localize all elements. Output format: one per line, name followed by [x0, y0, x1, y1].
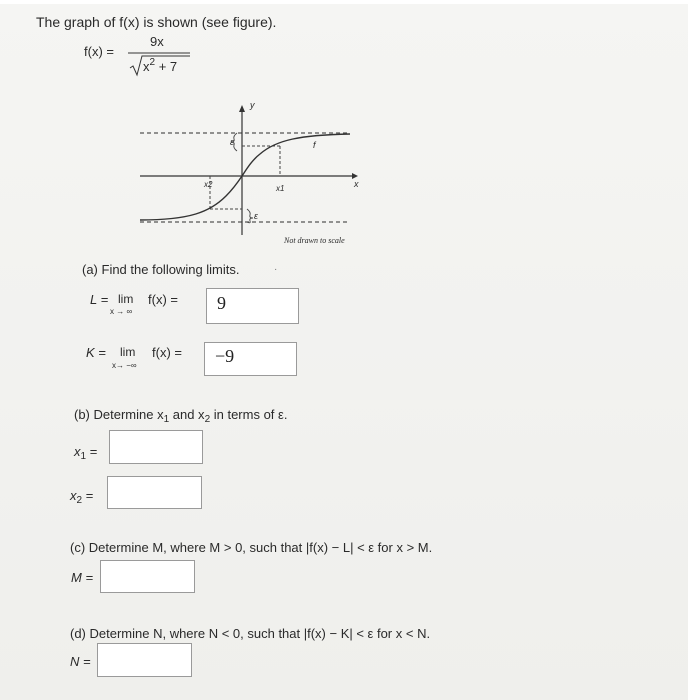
top-edge	[0, 0, 688, 4]
x1-eq: =	[89, 444, 98, 459]
L-lim-subscript: x → ∞	[110, 307, 133, 316]
intro-text: The graph of f(x) is shown (see figure).	[36, 14, 277, 30]
epsilon-bottom-label: ε	[254, 211, 258, 221]
x2-label: x2	[204, 180, 213, 189]
M-answer-box[interactable]	[100, 560, 195, 593]
f-label: f	[313, 140, 316, 150]
formula-numerator: 9x	[150, 34, 164, 49]
L-answer: 9	[217, 293, 226, 313]
L-answer-box[interactable]	[206, 288, 299, 324]
y-axis-label: y	[250, 100, 255, 110]
x1-label: x1	[276, 184, 285, 193]
x2-eq: =	[85, 488, 94, 503]
formula-lhs: f(x) =	[84, 44, 114, 59]
part-b-heading-pre: (b) Determine x	[74, 407, 164, 422]
K-answer: −9	[215, 346, 235, 366]
L-lim: lim	[118, 292, 134, 306]
f-curve	[140, 134, 350, 220]
K-lim: lim	[120, 345, 136, 359]
part-b-heading-sub2: 2	[204, 414, 211, 425]
L-lhs: L =	[90, 292, 109, 307]
x2-var: x	[70, 488, 77, 503]
epsilon-top-label: ε	[230, 137, 234, 147]
radicand-rest: + 7	[158, 59, 178, 74]
not-to-scale-note: Not drawn to scale	[284, 236, 345, 245]
K-fx: f(x) =	[152, 345, 182, 360]
x2-input-label	[70, 488, 94, 506]
K-lim-subscript: x→ −∞	[112, 361, 137, 370]
function-graph	[130, 100, 360, 250]
x1-answer-box[interactable]	[109, 430, 203, 464]
part-b-heading	[74, 407, 288, 425]
part-b-heading-post: in terms of ε.	[210, 407, 288, 422]
L-fx: f(x) =	[148, 292, 178, 307]
N-answer-box[interactable]	[97, 643, 192, 677]
x1-sub: 1	[80, 451, 87, 462]
K-lhs: K =	[86, 345, 106, 360]
part-d-heading: (d) Determine N, where N < 0, such that |f(x) − K| < ε for x < N.	[70, 626, 431, 641]
x-axis-label: x	[354, 179, 359, 189]
K-answer-box[interactable]	[204, 342, 297, 376]
formula-denominator	[143, 59, 177, 74]
dot-mark: ·	[274, 264, 278, 275]
x2-sub: 2	[76, 495, 83, 506]
x2-answer-box[interactable]	[107, 476, 202, 509]
x1-var: x	[74, 444, 81, 459]
M-label: M =	[71, 570, 94, 585]
N-label: N =	[70, 654, 91, 669]
x1-input-label	[74, 444, 98, 462]
radicand-exponent: 2	[149, 57, 156, 68]
part-a-heading: (a) Find the following limits.	[82, 262, 240, 277]
part-c-heading: (c) Determine M, where M > 0, such that |f(x) − L| < ε for x > M.	[70, 540, 433, 555]
part-b-heading-sub1: 1	[163, 414, 170, 425]
radicand-base: x	[143, 59, 150, 74]
part-b-heading-mid: and x	[169, 407, 205, 422]
